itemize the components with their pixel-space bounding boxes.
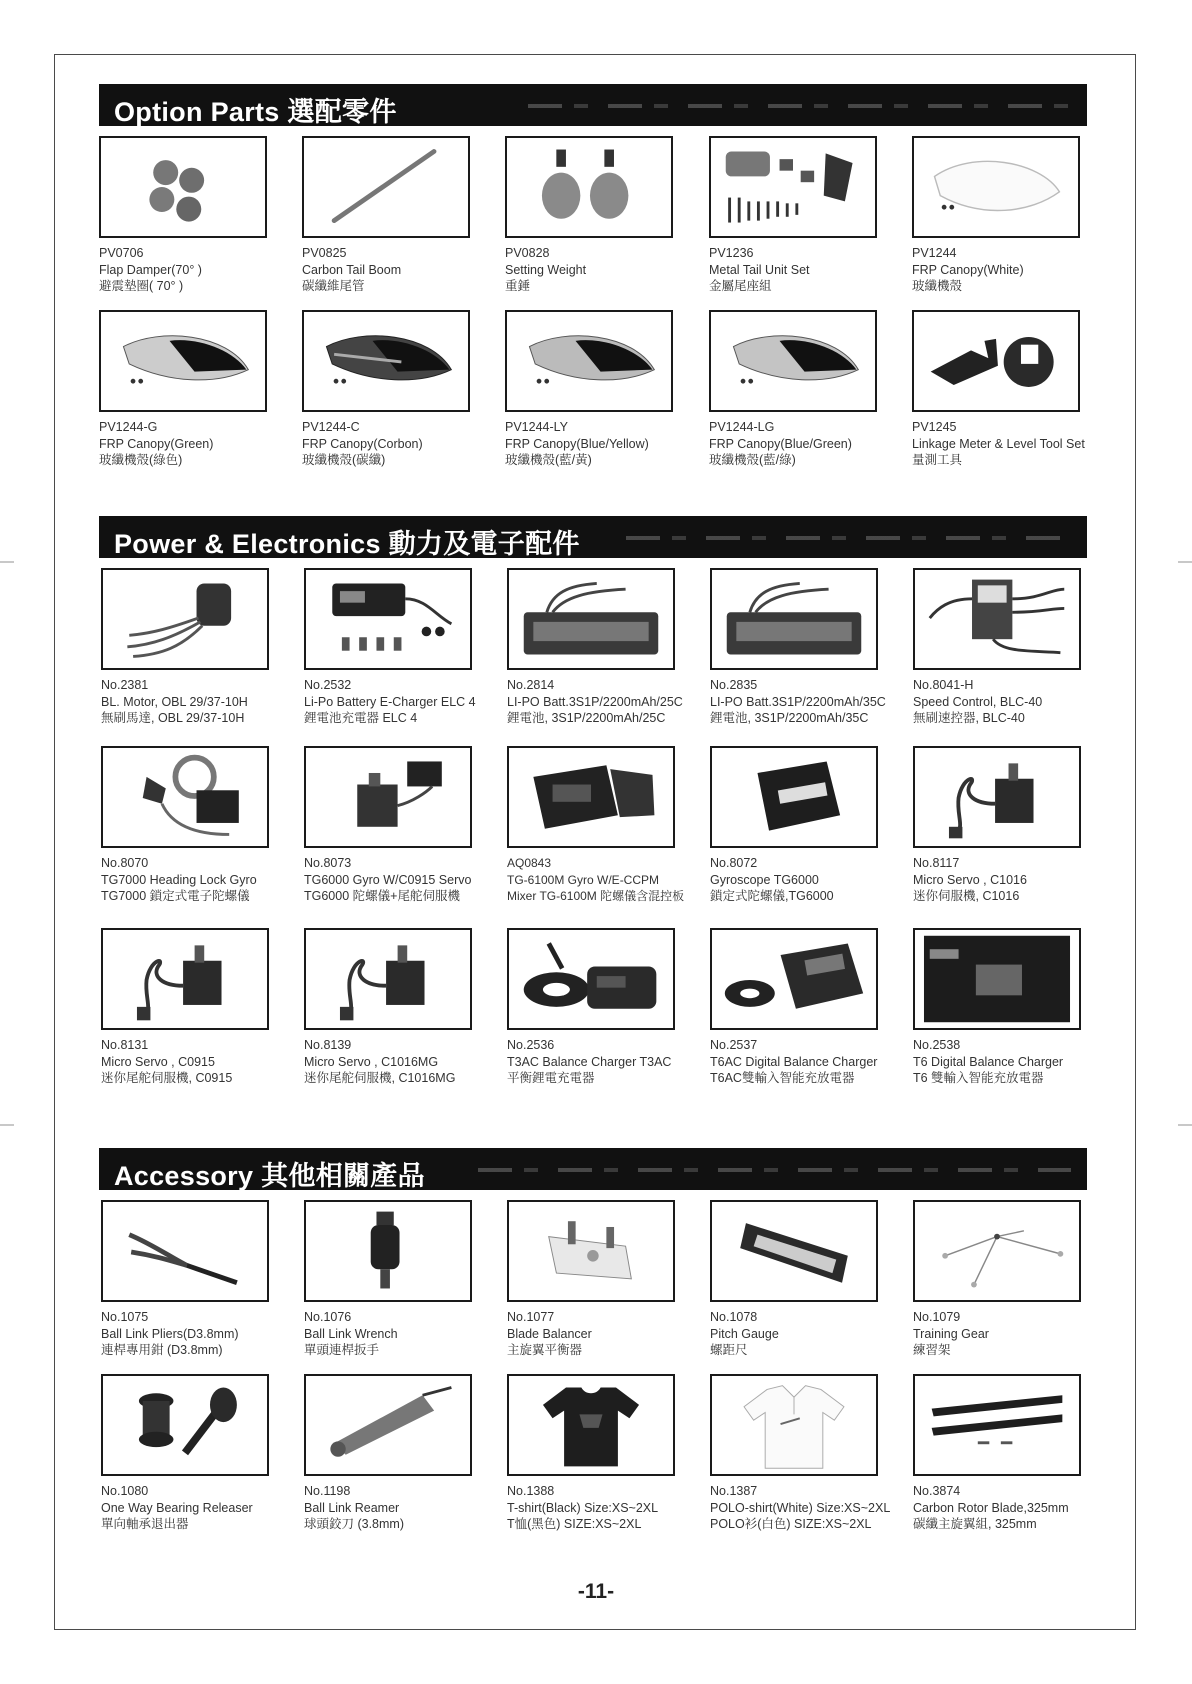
balance-charger-icon — [507, 928, 675, 1030]
product-name-zh: TG7000 鎖定式電子陀螺儀 — [101, 889, 250, 903]
header-decoration — [626, 536, 1071, 540]
header-decoration — [478, 1168, 1071, 1172]
product-code: No.1387 — [710, 1484, 758, 1498]
product-name-zh: 無刷速控器, BLC-40 — [913, 711, 1025, 725]
product-code: PV0825 — [302, 246, 347, 260]
product-name-zh: 重錘 — [505, 279, 531, 293]
product-name-en: Flap Damper(70° ) — [99, 262, 202, 277]
product-name-zh: T恤(黑色) SIZE:XS~2XL — [507, 1517, 642, 1531]
product-name-en: T3AC Balance Charger T3AC — [507, 1054, 672, 1069]
product-name-en: POLO-shirt(White) Size:XS~2XL — [710, 1500, 891, 1515]
product-code: No.1077 — [507, 1310, 555, 1324]
canopy-icon — [99, 310, 267, 412]
servo-icon — [304, 928, 472, 1030]
gyro-servo-icon — [304, 746, 472, 848]
product-code: No.1388 — [507, 1484, 555, 1498]
product-name-en: TG6000 Gyro W/C0915 Servo — [304, 872, 472, 887]
canopy-icon — [505, 310, 673, 412]
product-code: No.8073 — [304, 856, 352, 870]
product-code: No.8041-H — [913, 678, 974, 692]
digital-charger-icon — [710, 928, 878, 1030]
product-name-zh: 玻纖機殼(碳纖) — [302, 453, 386, 467]
wrench-icon — [304, 1200, 472, 1302]
product-name-en: LI-PO Batt.3S1P/2200mAh/35C — [710, 694, 886, 709]
product-code: PV1244-LY — [505, 420, 569, 434]
bearing-releaser-icon — [101, 1374, 269, 1476]
product-name-en: FRP Canopy(Corbon) — [302, 436, 423, 451]
product-name-en: FRP Canopy(Green) — [99, 436, 214, 451]
product-code: PV1244-C — [302, 420, 360, 434]
product-name-en: Ball Link Reamer — [304, 1500, 400, 1515]
product-code: No.2538 — [913, 1038, 961, 1052]
product-code: No.8139 — [304, 1038, 352, 1052]
product-name-zh: 鋰電池, 3S1P/2200mAh/35C — [710, 711, 869, 725]
product-name-en: Micro Servo , C1016 — [913, 872, 1027, 887]
product-name-en: T6 Digital Balance Charger — [913, 1054, 1064, 1069]
product-name-zh: 鋰電池充電器 ELC 4 — [304, 711, 418, 725]
product-name-en-line2: Mixer TG-6100M 陀螺儀含混控板 — [507, 889, 685, 903]
crop-mark — [0, 561, 14, 563]
training-gear-icon — [913, 1200, 1081, 1302]
crop-mark — [0, 1124, 14, 1126]
product-code: No.1080 — [101, 1484, 149, 1498]
product-code: No.2381 — [101, 678, 149, 692]
canopy-white-icon — [912, 136, 1080, 238]
product-code: PV1244 — [912, 246, 957, 260]
product-name-zh: 平衡鋰電充電器 — [507, 1071, 595, 1085]
gyroscope-icon — [710, 746, 878, 848]
product-name-zh: TG6000 陀螺儀+尾舵伺服機 — [304, 889, 460, 903]
product-code: No.8131 — [101, 1038, 149, 1052]
product-code: No.3874 — [913, 1484, 961, 1498]
product-name-en: FRP Canopy(White) — [912, 262, 1024, 277]
product-name-zh: 練習架 — [913, 1343, 951, 1357]
charger-icon — [304, 568, 472, 670]
product-name-zh: T6AC雙輸入智能充放電器 — [710, 1071, 855, 1085]
product-name-zh: 玻纖機殼(綠色) — [99, 453, 183, 467]
product-code: No.1076 — [304, 1310, 352, 1324]
product-name-zh: 玻纖機殼 — [912, 279, 963, 293]
battery-icon — [710, 568, 878, 670]
page-number: -11- — [577, 1580, 615, 1603]
product-name-zh: 迷你伺服機, C1016 — [913, 889, 1020, 903]
pitch-gauge-icon — [710, 1200, 878, 1302]
product-name-en: One Way Bearing Releaser — [101, 1500, 253, 1515]
product-code: PV1236 — [709, 246, 754, 260]
product-name-zh: 無刷馬達, OBL 29/37-10H — [101, 711, 245, 725]
section-header — [99, 84, 1087, 126]
product-name-en: Pitch Gauge — [710, 1326, 779, 1341]
boom-icon — [302, 136, 470, 238]
product-name-en: Setting Weight — [505, 262, 587, 277]
product-code: No.1198 — [304, 1484, 351, 1498]
header-decoration — [528, 104, 1071, 108]
product-name-en: TG-6100M Gyro W/E-CCPM — [507, 872, 660, 887]
product-code: No.2814 — [507, 678, 555, 692]
product-name-en: Blade Balancer — [507, 1326, 592, 1341]
product-name-zh: 碳纖主旋翼組, 325mm — [913, 1517, 1037, 1531]
weights-icon — [505, 136, 673, 238]
reamer-icon — [304, 1374, 472, 1476]
esc-icon — [913, 568, 1081, 670]
product-code: No.1078 — [710, 1310, 758, 1324]
product-name-zh: 球頭鉸刀 (3.8mm) — [304, 1517, 405, 1531]
pliers-icon — [101, 1200, 269, 1302]
product-code: PV1244-LG — [709, 420, 775, 434]
product-name-en: LI-PO Batt.3S1P/2200mAh/25C — [507, 694, 683, 709]
product-name-en: T-shirt(Black) Size:XS~2XL — [507, 1500, 659, 1515]
crop-mark — [1178, 1124, 1192, 1126]
product-name-zh: 主旋翼平衡器 — [507, 1343, 583, 1357]
section-header — [99, 1148, 1087, 1190]
product-name-zh: 碳纖維尾管 — [302, 279, 365, 293]
product-name-zh: 螺距尺 — [710, 1343, 748, 1357]
tool-set-icon — [912, 310, 1080, 412]
product-name-zh: T6 雙輸入智能充放電器 — [913, 1071, 1044, 1085]
product-name-zh: 金屬尾座組 — [709, 279, 772, 293]
product-name-en: TG7000 Heading Lock Gyro — [101, 872, 257, 887]
section-title: Accessory 其他相關產品 — [114, 1161, 425, 1190]
product-code: No.8072 — [710, 856, 758, 870]
product-code: No.1075 — [101, 1310, 149, 1324]
product-code: No.2532 — [304, 678, 352, 692]
product-name-zh: 玻纖機殼(藍/黃) — [505, 453, 592, 467]
dampers-icon — [99, 136, 267, 238]
product-code: No.8070 — [101, 856, 149, 870]
product-name-zh: 迷你尾舵伺服機, C1016MG — [304, 1071, 456, 1085]
product-code: No.8117 — [913, 856, 960, 870]
product-name-zh: 量測工具 — [912, 453, 963, 467]
product-name-en: Metal Tail Unit Set — [709, 262, 810, 277]
product-name-zh: 單向軸承退出器 — [101, 1517, 189, 1531]
product-name-en: FRP Canopy(Blue/Green) — [709, 436, 852, 451]
product-name-zh: 連桿專用鉗 (D3.8mm) — [101, 1343, 223, 1357]
rotor-blade-icon — [913, 1374, 1081, 1476]
section-title: Power & Electronics 動力及電子配件 — [114, 529, 580, 558]
tshirt-black-icon — [507, 1374, 675, 1476]
battery-icon — [507, 568, 675, 670]
balancer-icon — [507, 1200, 675, 1302]
section-title: Option Parts 選配零件 — [114, 97, 397, 126]
product-name-zh: 鋰電池, 3S1P/2200mAh/25C — [507, 711, 666, 725]
product-name-en: Li-Po Battery E-Charger ELC 4 — [304, 694, 476, 709]
motor-icon — [101, 568, 269, 670]
product-name-en: BL. Motor, OBL 29/37-10H — [101, 694, 248, 709]
canopy-icon — [709, 310, 877, 412]
product-code: No.2537 — [710, 1038, 758, 1052]
gyro-box-icon — [507, 746, 675, 848]
product-code: PV0828 — [505, 246, 550, 260]
product-name-en: Carbon Rotor Blade,325mm — [913, 1500, 1069, 1515]
product-code: No.1079 — [913, 1310, 961, 1324]
canopy-icon — [302, 310, 470, 412]
section-header — [99, 516, 1087, 558]
product-name-zh: 避震墊圈( 70° ) — [99, 279, 184, 293]
product-code: No.2536 — [507, 1038, 555, 1052]
servo-icon — [913, 746, 1081, 848]
crop-mark — [1178, 561, 1192, 563]
product-name-zh: 鎖定式陀螺儀,TG6000 — [710, 889, 834, 903]
product-name-en: FRP Canopy(Blue/Yellow) — [505, 436, 649, 451]
product-name-en: Ball Link Wrench — [304, 1326, 398, 1341]
product-name-en: Speed Control, BLC-40 — [913, 694, 1043, 709]
gyro-icon — [101, 746, 269, 848]
product-name-zh: 玻纖機殼(藍/綠) — [709, 453, 796, 467]
product-name-en: Gyroscope TG6000 — [710, 872, 819, 887]
product-name-en: Training Gear — [913, 1326, 989, 1341]
polo-white-icon — [710, 1374, 878, 1476]
product-name-en: Micro Servo , C1016MG — [304, 1054, 439, 1069]
product-code: No.2835 — [710, 678, 758, 692]
product-code: PV1245 — [912, 420, 957, 434]
product-code: PV1244-G — [99, 420, 158, 434]
product-name-zh: 單頭連桿扳手 — [304, 1343, 380, 1357]
tail-unit-icon — [709, 136, 877, 238]
digital-charger-icon — [913, 928, 1081, 1030]
product-name-en: Linkage Meter & Level Tool Set — [912, 436, 1085, 451]
product-code: PV0706 — [99, 246, 144, 260]
product-name-zh: POLO衫(白色) SIZE:XS~2XL — [710, 1517, 872, 1531]
product-name-zh: 迷你尾舵伺服機, C0915 — [101, 1071, 233, 1085]
servo-icon — [101, 928, 269, 1030]
product-name-en: Carbon Tail Boom — [302, 262, 402, 277]
product-code: AQ0843 — [507, 856, 552, 870]
product-name-en: Ball Link Pliers(D3.8mm) — [101, 1326, 239, 1341]
product-name-en: Micro Servo , C0915 — [101, 1054, 215, 1069]
product-name-en: T6AC Digital Balance Charger — [710, 1054, 878, 1069]
